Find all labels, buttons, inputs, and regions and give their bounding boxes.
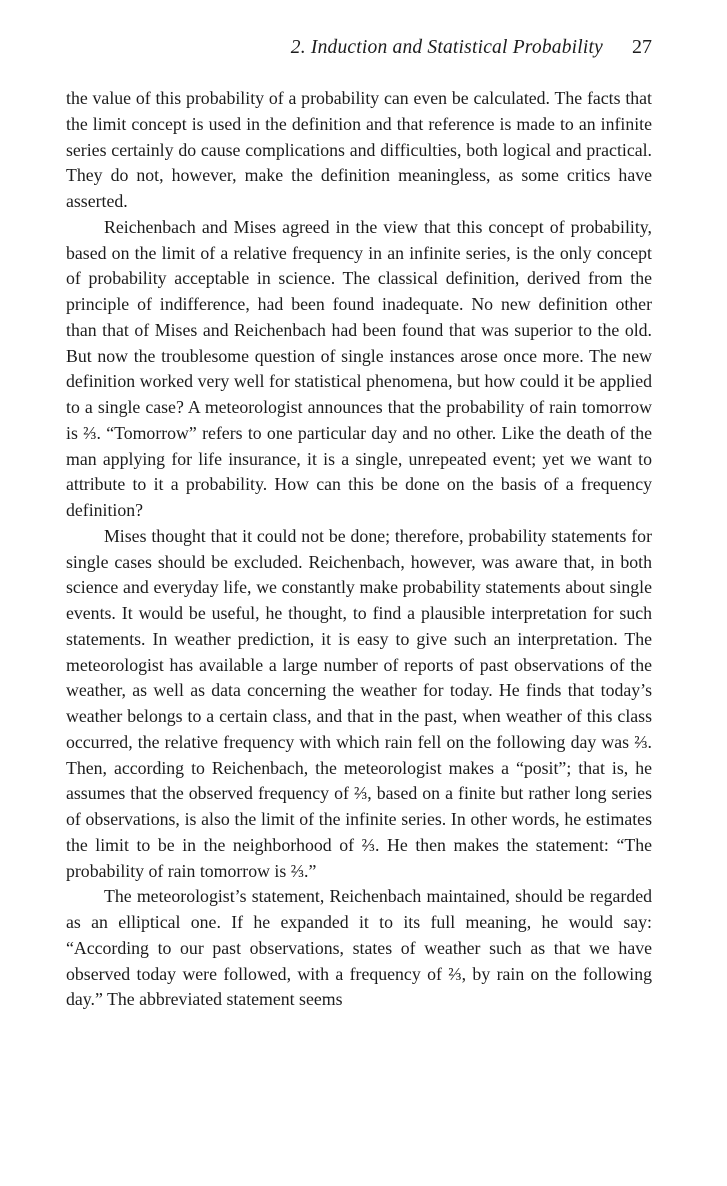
- chapter-title: 2. Induction and Statistical Probability: [290, 37, 603, 58]
- running-header: [66, 36, 652, 59]
- paragraph-continued: the value of this probability of a probability can even be calculated. The facts that the limit concept is used in the definition and that reference is made to an infinite series certainly do cause complications and difficulties, both logical and practical. They do not, however, make the definition meaningless, as some critics have asserted.: [66, 88, 652, 211]
- paragraph: Reichenbach and Mises agreed in the view that this concept of probability, based on the limit of a relative frequency in an infinite series, is the only concept of probability acceptable in science. The classical definition, derived from the principle of indifference, had been found inadequate. No new definition other than that of Mises and Reichenbach had been found that was superior to the old. But now the troublesome question of single instances arose once more. The new definition worked very well for statistical phenomena, but how could it be applied to a single case? A meteorologist announces that the probability of rain tomorrow is ⅔. “Tomorrow” refers to one particular day and no other. Like the death of the man applying for life insurance, it is a single, unrepeated event; yet we want to attribute to it a probability. How can this be done on the basis of a frequency definition?: [66, 216, 652, 520]
- paragraph: Mises thought that it could not be done; therefore, probability statements for single cases should be excluded. Reichenbach, however, was aware that, in both science and everyday life, we constantly make probability statements about single events. It would be useful, he thought, to find a plausible interpretation for such statements. In weather prediction, it is easy to give such an interpretation. The meteorologist has available a large number of reports of past observations of the weather, as well as data concerning the weather for today. He finds that today’s weather belongs to a certain class, and that in the past, when weather of this class occurred, the relative frequency with which rain fell on the following day was ⅔. Then, according to Reichenbach, the meteorologist makes a “posit”; that is, he assumes that the observed frequency of ⅔, based on a finite but rather long series of observations, is also the limit of the infinite series. In other words, he estimates the limit to be in the neighborhood of ⅔. He then makes the statement: “The probability of rain tomorrow is ⅔.”: [66, 525, 652, 881]
- paragraph: The meteorologist’s statement, Reichenbach maintained, should be regarded as an elliptical one. If he expanded it to its full meaning, he would say: “According to our past observations, states of weather such as that we have observed today were followed, with a frequency of ⅔, by rain on the following day.” The abbreviated statement seems: [66, 886, 652, 1010]
- body-text: [66, 86, 652, 1013]
- page-number: 27: [632, 36, 652, 58]
